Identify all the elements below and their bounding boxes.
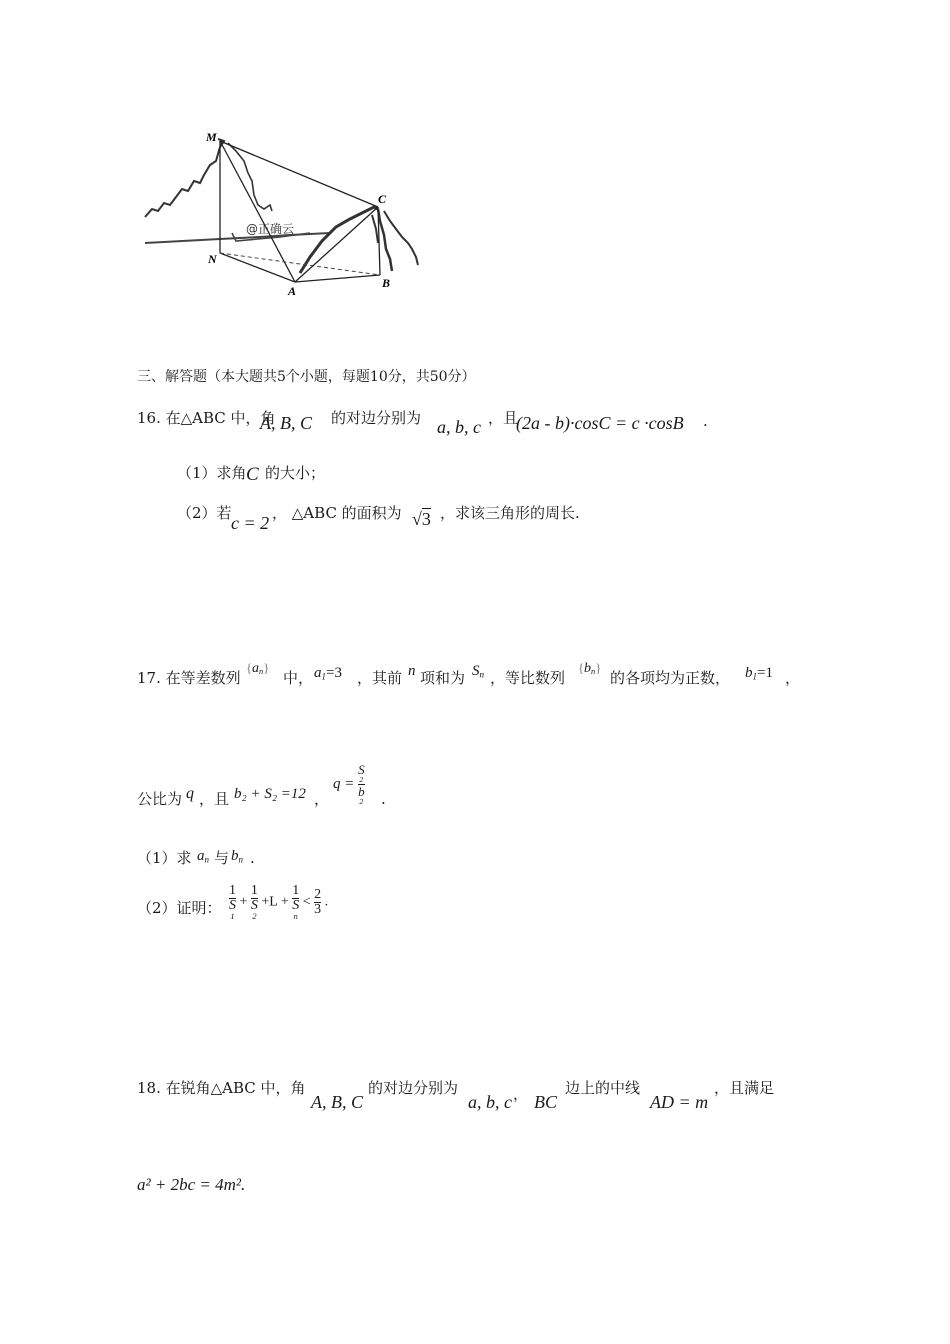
- brace-right-b: }: [595, 661, 602, 675]
- q17-part1-end: .: [250, 849, 255, 867]
- q16-mid: 的对边分别为: [331, 409, 422, 427]
- q17-period: .: [381, 790, 386, 808]
- q17-a1: [314, 666, 342, 681]
- brace-left-b: {: [578, 661, 585, 675]
- q16-part2-cond: c = 2: [231, 513, 270, 533]
- q17-q: q: [186, 785, 194, 802]
- q17-t5: 的各项均为正数，: [610, 669, 731, 687]
- ineq-S-1: S: [229, 898, 236, 913]
- ineq-plus-1: +: [239, 894, 248, 910]
- q18-sides: a, b, c: [468, 1092, 512, 1112]
- line-MA: [220, 141, 295, 282]
- ineq-rhs-num: 2: [314, 887, 322, 903]
- q17-part1-an-sub: n: [204, 854, 209, 865]
- ineq-den-n: [292, 898, 299, 921]
- q17-inequality: [229, 884, 328, 921]
- q17-a1-sub: 1: [321, 671, 326, 682]
- q16-part2-sqrt: [412, 510, 431, 528]
- q17-bn-letter: b: [584, 661, 592, 676]
- q17-b1: [745, 666, 773, 681]
- q17-t6: ，: [785, 669, 801, 687]
- ineq-L: +L +: [261, 894, 289, 910]
- q16-part1-var: C: [246, 464, 259, 485]
- q17-part2-end: .: [324, 894, 329, 910]
- brace-left: {: [246, 661, 253, 675]
- geometry-figure: [140, 125, 430, 305]
- q16-part2-suffix: ，求该三角形的周长.: [440, 504, 580, 522]
- q16-part1-prefix: （1）求角: [177, 464, 247, 482]
- q17-part2-prefix: （2）证明：: [137, 899, 222, 917]
- q18-t2: 边上的中线: [565, 1079, 641, 1097]
- q17-Sn-sub: n: [479, 669, 484, 680]
- watermark: @正确云: [246, 222, 295, 236]
- q16-part2-prefix: （2）若: [177, 504, 232, 522]
- ineq-sub-2: 2: [252, 912, 257, 921]
- q17-q-eq: [333, 763, 365, 806]
- left-mountain: [145, 139, 224, 217]
- label-A: A: [288, 284, 297, 298]
- q16-part1-suffix: 的大小；: [265, 464, 326, 482]
- brace-right: }: [263, 661, 270, 675]
- q17-n: n: [408, 663, 416, 679]
- q17-a1-eq: =3: [326, 665, 342, 681]
- q17-t1: 中，: [283, 669, 314, 687]
- label-B: B: [382, 276, 391, 290]
- q17-b1-eq: =1: [757, 665, 773, 681]
- q17-part1-prefix: （1）求: [137, 849, 192, 867]
- line-MC: [220, 141, 378, 207]
- line-AC: [295, 207, 378, 282]
- ineq-num-n: 1: [292, 883, 300, 898]
- q18-ad: AD = m: [650, 1092, 709, 1112]
- q18-angles: A, B, C: [311, 1092, 363, 1112]
- q18-mid: 的对边分别为: [368, 1079, 459, 1097]
- q16-equation: (2a - b)·cosC = c ·cosB: [516, 413, 684, 433]
- ineq-S-2: S: [250, 898, 258, 913]
- q17-part1-bn-letter: b: [231, 848, 239, 864]
- ineq-sub-1: 1: [230, 912, 235, 921]
- q18-prefix: 18. 在锐角△ABC 中，角: [137, 1079, 306, 1097]
- ineq-frac-2: [251, 884, 258, 921]
- q17-b1-letter: b: [745, 665, 753, 681]
- ineq-S-n: S: [292, 898, 300, 913]
- q17-t2: ，其前: [357, 669, 403, 687]
- q17-b1-sub: 1: [752, 671, 757, 682]
- q17-q-den-sub: 2: [359, 796, 364, 806]
- q17-part1-an-letter: a: [197, 848, 205, 864]
- q17-q-num-sub: 2: [359, 775, 364, 784]
- q17-a1-letter: a: [314, 665, 322, 681]
- ineq-sub-n: n: [293, 912, 298, 921]
- label-C: C: [378, 192, 387, 206]
- q18-comma: ，: [513, 1085, 529, 1103]
- q17-q-num: [358, 763, 365, 784]
- q16-prefix: 16. 在△ABC 中，角: [137, 409, 276, 427]
- q17-t4: ，等比数列: [490, 669, 566, 687]
- sqrt-radicand: 3: [421, 509, 431, 529]
- q17-an-sub: n: [259, 667, 264, 677]
- ineq-frac-n: [292, 884, 299, 921]
- right-mountain-4: [372, 215, 378, 243]
- q17-q-frac: [358, 763, 365, 806]
- ineq-rhs-den: 3: [314, 902, 322, 918]
- q17-cond1: b₂ + S₂ =12: [234, 786, 306, 802]
- q17-q-num-letter: S: [358, 762, 365, 777]
- q17-part1-mid: 与: [214, 849, 230, 867]
- q17-q-den: [358, 784, 365, 806]
- q17-line2-and: ，且: [199, 790, 230, 808]
- ineq-num-2: 1: [250, 883, 258, 898]
- q17-part1-an: [197, 849, 209, 864]
- q18-t3: ，且满足: [714, 1079, 775, 1097]
- q16-sides: a, b, c: [437, 417, 481, 437]
- q17-an: [246, 662, 269, 677]
- q17-Sn-letter: S: [472, 663, 480, 679]
- ineq-frac-rhs: [314, 888, 321, 917]
- q16-end: .: [703, 412, 708, 430]
- section-heading: 三、解答题（本大题共5个小题，每题10分，共50分）: [137, 369, 476, 385]
- q16-part2-mid: ， △ABC 的面积为: [272, 504, 402, 522]
- ineq-num-1: 1: [229, 883, 236, 898]
- ineq-lt: <: [302, 894, 311, 910]
- ineq-frac-1: [229, 884, 236, 921]
- q18-bc: BC: [534, 1092, 558, 1112]
- q17-bn: [578, 662, 601, 677]
- q17-an-letter: a: [252, 661, 260, 676]
- line-AB: [295, 275, 380, 282]
- line-NA: [220, 253, 295, 282]
- q17-prefix: 17. 在等差数列: [137, 669, 241, 687]
- ineq-den-1: [229, 898, 236, 921]
- q17-q-den-letter: b: [358, 783, 365, 799]
- q17-line2-prefix: 公比为: [137, 790, 183, 808]
- q17-q-lhs: q =: [333, 775, 355, 792]
- q17-Sn: [472, 664, 484, 679]
- label-M: M: [206, 130, 217, 144]
- q17-part1-bn: [231, 849, 243, 864]
- q17-bn-sub: n: [591, 667, 596, 677]
- label-N: N: [208, 252, 217, 266]
- q18-line2: a² + 2bc = 4m².: [137, 1175, 246, 1194]
- q17-cond1-comma: ，: [314, 790, 330, 808]
- sqrt-symbol: √: [412, 509, 422, 529]
- q16-angles: A, B, C: [260, 413, 312, 433]
- q17-part1-bn-sub: n: [238, 854, 243, 865]
- q17-t3: 项和为: [420, 669, 466, 687]
- q16-comma-and: ，且: [488, 409, 519, 427]
- ineq-den-2: [251, 898, 258, 921]
